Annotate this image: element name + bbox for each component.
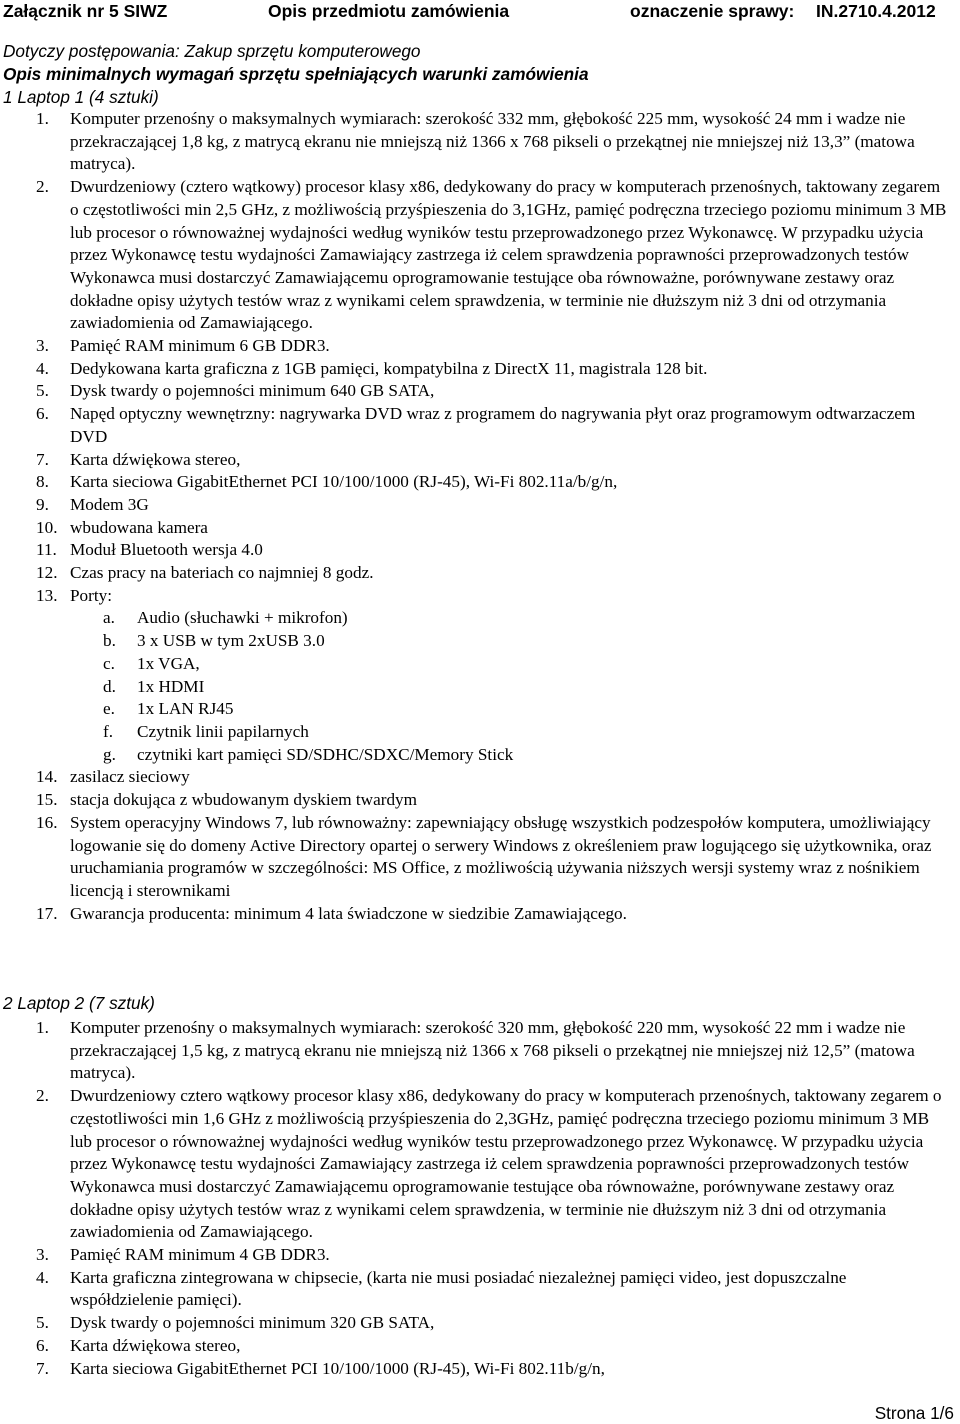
- item-number: 6.: [36, 1335, 49, 1355]
- list-item: [0, 562, 950, 585]
- item-text: Karta dźwiękowa stereo,: [70, 449, 241, 469]
- item-number: 8.: [36, 472, 49, 492]
- item-text: Modem 3G: [70, 494, 149, 514]
- item-text: Czas pracy na bateriach co najmniej 8 godz.: [70, 563, 374, 583]
- item-text: zasilacz sieciowy: [70, 767, 190, 787]
- section-title-laptop-2: 2 Laptop 2 (7 sztuk): [3, 993, 155, 1013]
- port-text: czytniki kart pamięci SD/SDHC/SDXC/Memory Stick: [137, 744, 514, 764]
- item-number: 1.: [36, 1018, 49, 1037]
- port-text: Audio (słuchawki + mikrofon): [137, 608, 348, 628]
- item-number: 14.: [36, 767, 58, 787]
- item-number: 15.: [36, 790, 58, 810]
- item-text: Dysk twardy o pojemności minimum 320 GB SATA,: [70, 1313, 435, 1333]
- port-text: Czytnik linii papilarnych: [137, 721, 309, 741]
- item-text: Pamięć RAM minimum 6 GB DDR3.: [70, 336, 330, 356]
- item-number: 17.: [36, 903, 58, 923]
- laptop-1-requirements-list: [0, 108, 950, 925]
- list-item: [0, 1267, 950, 1312]
- item-text: Porty:: [70, 585, 113, 605]
- list-item: [0, 812, 950, 903]
- item-text: Dwurdzeniowy cztero wątkowy procesor klasy x86, dedykowany do pracy w komputerach przenośnych, taktowany zegarem o częstotliwości min 1,6 GHz z możliwością przyśpieszenia do 2,3GHz, pamięć podręczna trzeciego poziomu minimum 3 MB lub procesor o równoważnej wydajności według wyników testu przeprowadzonego przez Wykonawcę. W przypadku użycia przez Wykonawcę testu wydajności Zamawiający zastrzega iż celem sprawdzenia poprawności przeprowadzonych testów Wykonawca musi dostarczyć Zamawiającemu oprogramowanie testujące oba równoważne, porównywane zestawy oraz dokładne opisy użytych testów wraz z wynikami celem sprawdzenia, w terminie nie dłuższym niż 3 dni od otrzymania zawiadomienia od Zamawiającego.: [70, 1086, 942, 1242]
- port-letter: d.: [103, 676, 116, 696]
- list-item: [0, 1017, 950, 1085]
- item-text: Gwarancja producenta: minimum 4 lata świadczone w siedzibie Zamawiającego.: [70, 903, 627, 923]
- item-number: 11.: [36, 540, 57, 560]
- item-number: 1.: [36, 109, 49, 128]
- item-text: Komputer przenośny o maksymalnych wymiarach: szerokość 320 mm, głębokość 220 mm, wysokość 22 mm i wadze nie przekraczającej 1,5 kg, z matrycą ekranu nie mniejszą niż 1366 x 768 pikseli o przekątnej nie mniejszej niż 12,5” (matowa matryca).: [70, 1018, 915, 1083]
- list-item: [0, 471, 950, 494]
- port-item: [70, 630, 950, 653]
- item-text: Karta sieciowa GigabitEthernet PCI 10/100/1000 (RJ-45), Wi-Fi 802.11b/g/n,: [70, 1358, 605, 1378]
- item-number: 13.: [36, 585, 58, 605]
- list-item: [0, 335, 950, 358]
- port-letter: b.: [103, 631, 116, 651]
- list-item: [0, 1358, 950, 1381]
- section-title-laptop-1: 1 Laptop 1 (4 sztuki): [3, 87, 159, 107]
- item-number: 3.: [36, 336, 49, 356]
- list-item: [0, 1312, 950, 1335]
- list-item: [0, 108, 950, 176]
- item-text: Karta sieciowa GigabitEthernet PCI 10/100/1000 (RJ-45), Wi-Fi 802.11a/b/g/n,: [70, 472, 618, 492]
- item-text: Dedykowana karta graficzna z 1GB pamięci, kompatybilna z DirectX 11, magistrala 128 bit.: [70, 358, 708, 378]
- port-letter: c.: [103, 653, 115, 673]
- item-text: wbudowana kamera: [70, 517, 208, 537]
- item-text: Karta dźwiękowa stereo,: [70, 1335, 241, 1355]
- case-signature-label: oznaczenie sprawy:: [630, 1, 795, 21]
- list-item: [0, 585, 950, 767]
- list-item: [0, 403, 950, 448]
- item-number: 3.: [36, 1245, 49, 1265]
- item-text: Karta graficzna zintegrowana w chipsecie, (karta nie musi posiadać niezależnej pamięci video, jest dopuszczalne współdzielenie pamięci).: [70, 1267, 847, 1310]
- page-number: Strona 1/6: [874, 1403, 954, 1423]
- item-number: 7.: [36, 1358, 49, 1378]
- port-item: [70, 676, 950, 699]
- port-item: [70, 744, 950, 767]
- item-number: 5.: [36, 1313, 49, 1333]
- item-number: 4.: [36, 1267, 49, 1287]
- intro-block: [3, 40, 953, 86]
- document-title: Opis przedmiotu zamówienia: [268, 1, 510, 21]
- item-number: 7.: [36, 449, 49, 469]
- item-number: 2.: [36, 1086, 49, 1106]
- item-text: stacja dokująca z wbudowanym dyskiem twardym: [70, 790, 417, 810]
- port-item: [70, 607, 950, 630]
- list-item: [0, 903, 950, 926]
- item-number: 16.: [36, 812, 58, 832]
- item-text: Pamięć RAM minimum 4 GB DDR3.: [70, 1245, 330, 1265]
- document-header: [3, 0, 953, 24]
- list-item: [0, 789, 950, 812]
- list-item: [0, 539, 950, 562]
- item-number: 12.: [36, 563, 58, 583]
- item-number: 5.: [36, 381, 49, 401]
- procedure-subject: Dotyczy postępowania: Zakup sprzętu komputerowego: [3, 41, 421, 61]
- port-text: 3 x USB w tym 2xUSB 3.0: [137, 631, 325, 651]
- port-text: 1x HDMI: [137, 676, 205, 696]
- list-item: [0, 1335, 950, 1358]
- port-text: 1x VGA,: [137, 653, 200, 673]
- item-text: Moduł Bluetooth wersja 4.0: [70, 540, 263, 560]
- requirements-heading: Opis minimalnych wymagań sprzętu spełniających warunki zamówienia: [3, 64, 589, 84]
- port-letter: f.: [103, 721, 114, 741]
- item-text: System operacyjny Windows 7, lub równoważny: zapewniający obsługę wszystkich podzespołów komputera, umożliwiający logowanie się do domeny Active Directory opartej o serwery Windows z określeniem praw logującego się użytkownika, oraz uruchamiania programów w szczególności: MS Office, z możliwością używania niższych wersji systemy wraz z nośnikiem licencją i sterownikami: [70, 812, 932, 900]
- ports-sublist: [70, 607, 950, 766]
- item-number: 10.: [36, 517, 58, 537]
- port-item: [70, 698, 950, 721]
- port-item: [70, 721, 950, 744]
- item-number: 9.: [36, 494, 49, 514]
- item-text: Dysk twardy o pojemności minimum 640 GB SATA,: [70, 381, 435, 401]
- item-number: 4.: [36, 358, 49, 378]
- item-text: Napęd optyczny wewnętrzny: nagrywarka DVD wraz z programem do nagrywania płyt oraz programowym odtwarzaczem DVD: [70, 404, 916, 446]
- list-item: [0, 449, 950, 472]
- list-item: [0, 766, 950, 789]
- list-item: [0, 380, 950, 403]
- item-number: 2.: [36, 177, 49, 197]
- port-letter: a.: [103, 608, 115, 628]
- port-text: 1x LAN RJ45: [137, 699, 234, 719]
- laptop-2-requirements-list: [0, 1017, 950, 1380]
- item-number: 6.: [36, 404, 49, 424]
- item-text: Dwurdzeniowy (cztero wątkowy) procesor klasy x86, dedykowany do pracy w komputerach przenośnych, taktowany zegarem o częstotliwości min 2,5 GHz, z możliwością przyśpieszenia do 3,1GHz, pamięć podręczna trzeciego poziomu minimum 3 MB lub procesor o równoważnej wydajności według wyników testu przeprowadzonego przez Wykonawcę. W przypadku użycia przez Wykonawcę testu wydajności Zamawiający zastrzega iż celem sprawdzenia poprawności przeprowadzonych testów Wykonawca musi dostarczyć Zamawiającemu oprogramowanie testujące oba równoważne, porównywane zestawy oraz dokładne opisy użytych testów wraz z wynikami celem sprawdzenia, w terminie nie dłuższym niż 3 dni od otrzymania zawiadomienia od Zamawiającego.: [70, 177, 947, 333]
- list-item: [0, 1244, 950, 1267]
- port-letter: g.: [103, 744, 116, 764]
- list-item: [0, 176, 950, 335]
- item-text: Komputer przenośny o maksymalnych wymiarach: szerokość 332 mm, głębokość 225 mm, wysokość 24 mm i wadze nie przekraczającej 1,8 kg, z matrycą ekranu nie mniejszą niż 1366 x 768 pikseli o przekątnej nie mniejszej niż 13,3” (matowa matryca).: [70, 109, 915, 174]
- port-letter: e.: [103, 699, 115, 719]
- case-signature-value: IN.2710.4.2012: [816, 1, 936, 21]
- list-item: [0, 517, 950, 540]
- port-item: [70, 653, 950, 676]
- list-item: [0, 1085, 950, 1244]
- list-item: [0, 494, 950, 517]
- attachment-label: Załącznik nr 5 SIWZ: [3, 1, 168, 21]
- list-item: [0, 358, 950, 381]
